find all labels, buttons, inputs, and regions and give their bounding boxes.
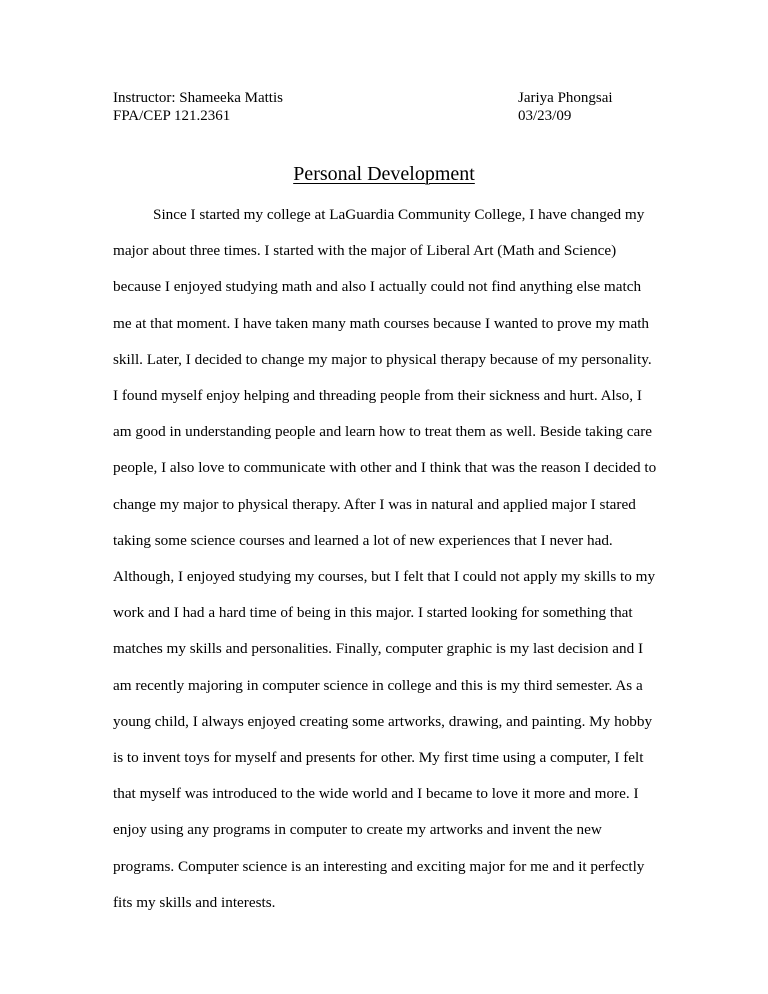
document-date: 03/23/09: [518, 108, 572, 124]
paragraph-line: change my major to physical therapy. After I was in natural and applied major I stared: [113, 495, 636, 513]
body-paragraph: [113, 197, 661, 921]
paragraph-line: young child, I always enjoyed creating some artworks, drawing, and painting. My hobby: [113, 712, 653, 730]
paragraph-line: work and I had a hard time of being in this major. I started looking for something that: [113, 604, 633, 622]
paragraph-line: is to invent toys for myself and presents for other. My first time using a computer, I felt: [113, 749, 644, 767]
paragraph-line: taking some science courses and learned a lot of new experiences that I never had.: [113, 531, 613, 549]
instructor-name: Instructor: Shameeka Mattis: [113, 90, 283, 106]
document-title: Personal Development: [293, 163, 475, 185]
paragraph-line: major about three times. I started with the major of Liberal Art (Math and Science): [113, 242, 617, 260]
document-title-wrap: [0, 162, 768, 186]
paragraph-line: Since I started my college at LaGuardia Community College, I have changed my: [153, 206, 645, 223]
paragraph-line: Although, I enjoyed studying my courses, but I felt that I could not apply my skills to my: [113, 568, 656, 586]
header-left-block: [113, 89, 283, 125]
paragraph-line: fits my skills and interests.: [113, 893, 276, 911]
paragraph-line: because I enjoyed studying math and also I actually could not find anything else match: [113, 278, 642, 296]
paragraph-line: am good in understanding people and learn how to treat them as well. Beside taking care: [113, 423, 652, 441]
paragraph-line: I found myself enjoy helping and threading people from their sickness and hurt. Also, I: [113, 387, 642, 405]
paragraph-line: enjoy using any programs in computer to create my artworks and invent the new: [113, 821, 602, 839]
paragraph-line: matches my skills and personalities. Finally, computer graphic is my last decision and I: [113, 640, 644, 658]
paragraph-line: that myself was introduced to the wide world and I became to love it more and more. I: [113, 785, 639, 803]
course-code: FPA/CEP 121.2361: [113, 108, 231, 124]
paragraph-line: me at that moment. I have taken many math courses because I wanted to prove my math: [113, 314, 650, 332]
paragraph-line: programs. Computer science is an interesting and exciting major for me and it perfectly: [113, 857, 645, 875]
header-right-block: [518, 89, 613, 125]
paragraph-line: am recently majoring in computer science in college and this is my third semester. As a: [113, 676, 643, 694]
paragraph-line: skill. Later, I decided to change my major to physical therapy because of my personality.: [113, 350, 652, 368]
student-name: Jariya Phongsai: [518, 90, 613, 106]
paragraph-line: people, I also love to communicate with other and I think that was the reason I decided to: [113, 459, 657, 477]
